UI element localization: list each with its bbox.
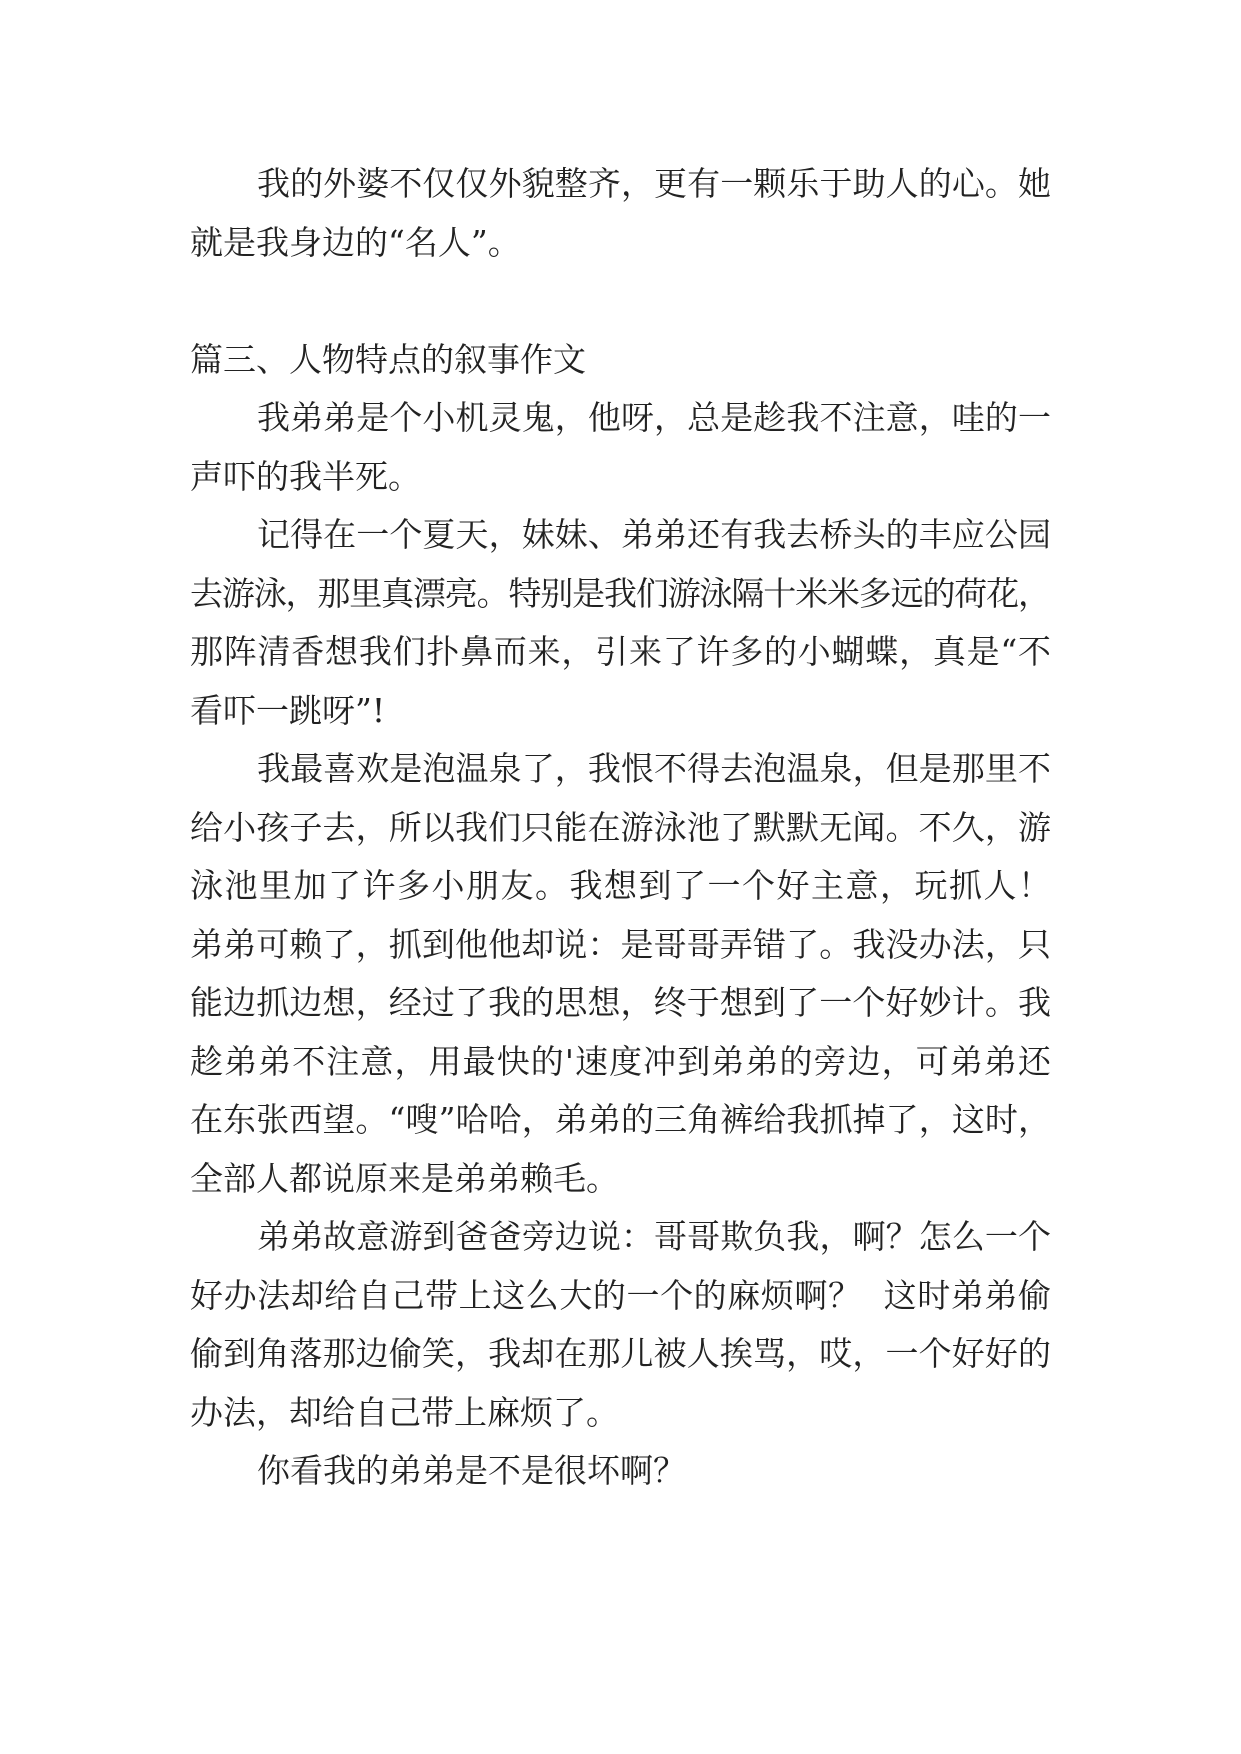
- text-line: [190, 857, 1051, 916]
- text-line-content: 去游泳，那里真漂亮。特别是我们游泳隔十米米多远的荷花，: [190, 573, 1050, 613]
- text-line: [190, 565, 1051, 624]
- text-line-content: 能边抓边想，经过了我的思想，终于想到了一个好妙计。我: [190, 983, 1052, 1022]
- text-line: [190, 1442, 1051, 1501]
- text-line: [190, 155, 1051, 214]
- paragraph: [190, 506, 1051, 740]
- text-line-content: 趁弟弟不注意，用最快的'速度冲到弟弟的旁边，可弟弟还: [190, 1041, 1053, 1081]
- page-content: [190, 155, 1051, 1501]
- blank-line: [190, 272, 1051, 331]
- text-line: [190, 1208, 1051, 1267]
- text-line-content: 弟弟故意游到爸爸旁边说：哥哥欺负我，啊？怎么一个: [257, 1217, 1052, 1256]
- text-line: [190, 740, 1051, 799]
- text-line: [190, 974, 1051, 1033]
- text-line: [190, 1150, 1051, 1209]
- text-line-content: 泳池里加了许多小朋友。我想到了一个好主意，玩抓人！: [190, 866, 1053, 905]
- text-line: [190, 448, 1051, 507]
- text-line-content: 看吓一跳呀”!: [190, 690, 386, 730]
- paragraph: [190, 740, 1051, 1208]
- text-line-content: 给小孩子去，所以我们只能在游泳池了默默无闻。不久，游: [190, 807, 1052, 847]
- text-line-content: 全部人都说原来是弟弟赖毛。: [190, 1158, 619, 1198]
- text-line: [190, 1384, 1051, 1443]
- text-line-content: 我最喜欢是泡温泉了，我恨不得去泡温泉，但是那里不: [257, 749, 1052, 788]
- text-line-content: 偷到角落那边偷笑，我却在那儿被人挨骂，哎，一个好好的: [190, 1334, 1052, 1373]
- paragraph: [190, 1442, 1051, 1501]
- text-line: [190, 1033, 1051, 1092]
- text-line: [190, 799, 1051, 858]
- text-line: [190, 682, 1051, 741]
- text-line-content: 你看我的弟弟是不是很坏啊？: [257, 1451, 686, 1490]
- text-line: [190, 1091, 1051, 1150]
- text-line-content: 记得在一个夏天，妹妹、弟弟还有我去桥头的丰应公园: [257, 515, 1052, 554]
- text-line-content: 就是我身边的“名人”。: [190, 222, 521, 262]
- text-line-content: 那阵清香想我们扑鼻而来，引来了许多的小蝴蝶，真是“不: [190, 632, 1052, 671]
- paragraph: [190, 389, 1051, 506]
- text-line-content: 弟弟可赖了，抓到他他却说：是哥哥弄错了。我没办法，只: [190, 924, 1052, 964]
- section-heading-text: 篇三、人物特点的叙事作文: [190, 339, 586, 379]
- text-line: [190, 1325, 1051, 1384]
- text-line-content: 声吓的我半死。: [190, 456, 421, 496]
- paragraph: [190, 155, 1051, 272]
- text-line-content: 办法，却给自己带上麻烦了。: [190, 1392, 619, 1432]
- text-line-content: 我的外婆不仅仅外貌整齐，更有一颗乐于助人的心。她: [257, 164, 1052, 203]
- text-line: [190, 1267, 1051, 1326]
- text-line: [190, 389, 1051, 448]
- text-line: [190, 506, 1051, 565]
- text-line-content: 在东张西望。“嗖”哈哈，弟弟的三角裤给我抓掉了，这时，: [190, 1100, 1052, 1139]
- text-line-content: 我弟弟是个小机灵鬼，他呀，总是趁我不注意，哇的一: [257, 398, 1052, 437]
- text-line: [190, 214, 1051, 273]
- text-line: [190, 623, 1051, 682]
- paragraph: [190, 1208, 1051, 1442]
- section-heading: [190, 331, 1051, 390]
- text-line: [190, 916, 1051, 975]
- text-line-content: 好办法却给自己带上这么大的一个的麻烦啊？ 这时弟弟偷: [190, 1275, 1052, 1315]
